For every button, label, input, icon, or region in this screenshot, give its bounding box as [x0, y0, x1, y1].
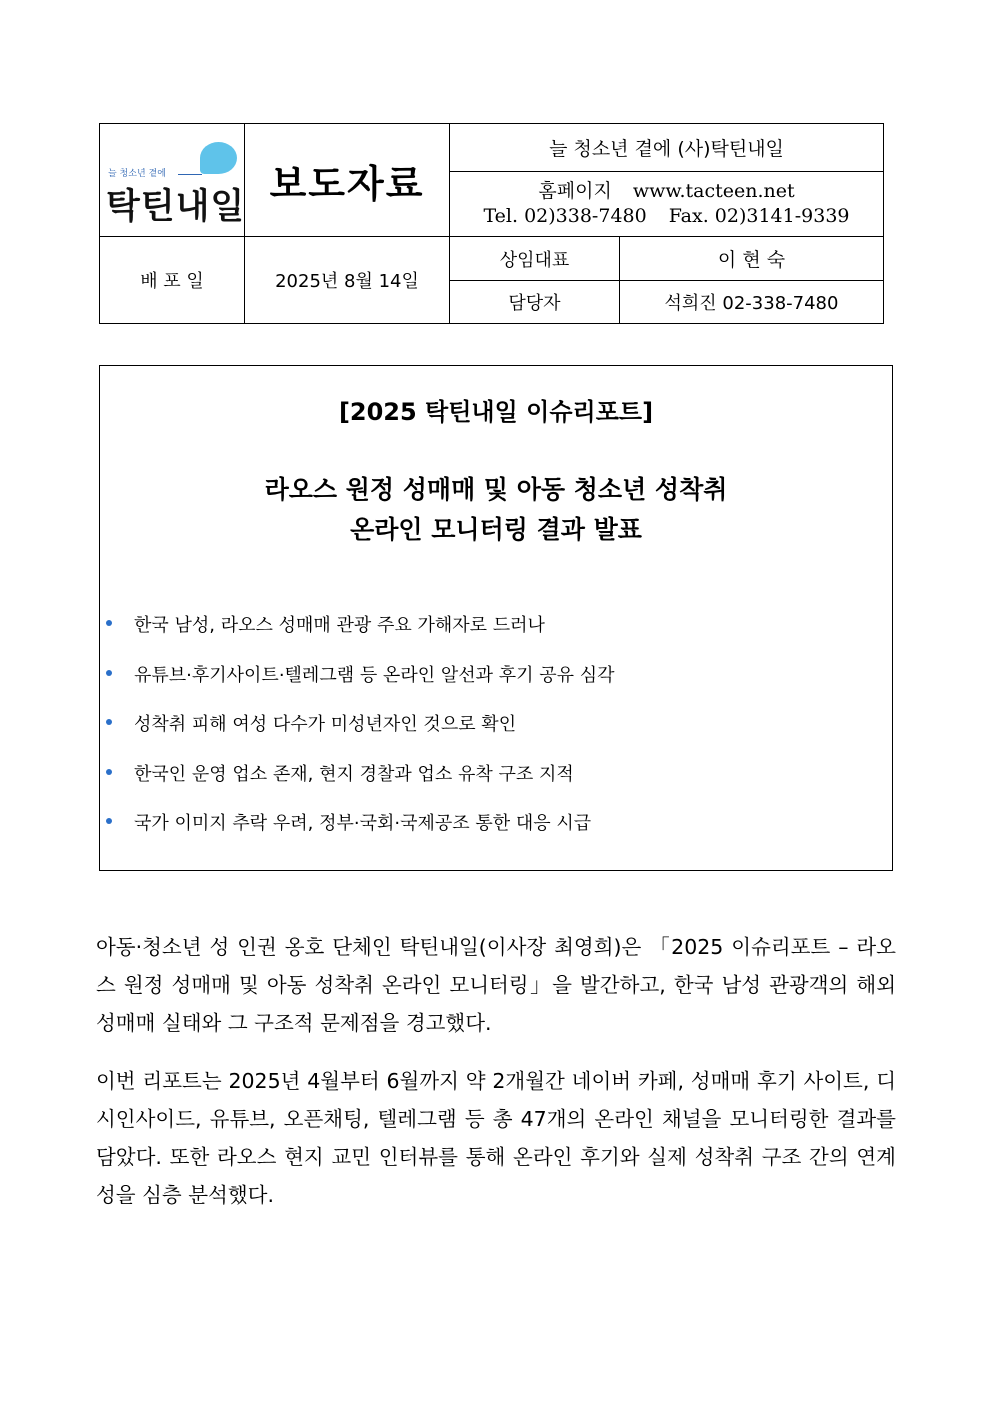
fax-number: Fax. 02)3141-9339	[668, 205, 850, 227]
doc-type-title: 보도자료	[269, 161, 425, 206]
report-title: [2025 탁틴내일 이슈리포트]	[338, 398, 654, 426]
headline-line-1: 라오스 원정 성매매 및 아동 청소년 성착취	[264, 475, 728, 504]
org-line: 늘 청소년 곁에 (사)탁틴내일	[549, 138, 784, 160]
list-item: 한국인 운영 업소 존재, 현지 경찰과 업소 유착 구조 지적	[106, 760, 614, 810]
key-points-list	[106, 611, 614, 859]
body-paragraph-2: 이번 리포트는 2025년 4월부터 6월까지 약 2개월간 네이버 카페, 성매매 후기 사이트, 디시인사이드, 유튜브, 오픈채팅, 텔레그램 등 총 47개의 온라인 채널을 모니터링한 결과를 담았다. 또한 라오스 현지 교민 인터뷰를 통해 온라인 후기와 실제 성착취 구조 간의 연계성을 심층 분석했다.	[96, 1069, 896, 1207]
bullet-icon	[106, 818, 112, 824]
summary-box	[99, 365, 893, 871]
release-date-label: 배 포 일	[140, 271, 204, 292]
headline-line-2: 온라인 모니터링 결과 발표	[350, 515, 642, 544]
list-item: 성착취 피해 여성 다수가 미성년자인 것으로 확인	[106, 710, 614, 760]
contact-person-value: 석희진 02-338-7480	[664, 293, 839, 314]
bullet-icon	[106, 719, 112, 725]
bullet-icon	[106, 620, 112, 626]
press-release-header-table	[99, 123, 884, 324]
speech-bubble-icon	[200, 142, 237, 174]
body-paragraph-1: 아동·청소년 성 인권 옹호 단체인 탁틴내일(이사장 최영희)은 「2025 이슈리포트 – 라오스 원정 성매매 및 아동 성착취 온라인 모니터링」을 발간하고, 한국 남성 관광객의 해외 성매매 실태와 그 구조적 문제점을 경고했다.	[96, 935, 896, 1035]
contact-person-label: 담당자	[508, 293, 561, 314]
release-date-value: 2025년 8월 14일	[275, 271, 419, 292]
tel-number: Tel. 02)338-7480	[483, 205, 647, 227]
bullet-icon	[106, 670, 112, 676]
rep-label: 상임대표	[499, 249, 570, 271]
logo-underline	[178, 174, 202, 175]
homepage-url[interactable]: www.tacteen.net	[632, 180, 795, 202]
list-item: 유튜브·후기사이트·텔레그램 등 온라인 알선과 후기 공유 심각	[106, 661, 614, 711]
list-item: 국가 이미지 추락 우려, 정부·국회·국제공조 통한 대응 시급	[106, 809, 614, 859]
contact-info	[450, 172, 883, 236]
list-item: 한국 남성, 라오스 성매매 관광 주요 가해자로 드러나	[106, 611, 614, 661]
rep-name: 이 현 숙	[717, 249, 786, 271]
tacteen-logo	[100, 124, 245, 236]
logo-tagline: 늘 청소년 곁에	[108, 169, 166, 179]
bullet-icon	[106, 769, 112, 775]
logo-name: 탁틴내일	[106, 187, 246, 227]
homepage-label: 홈페이지	[538, 180, 612, 202]
